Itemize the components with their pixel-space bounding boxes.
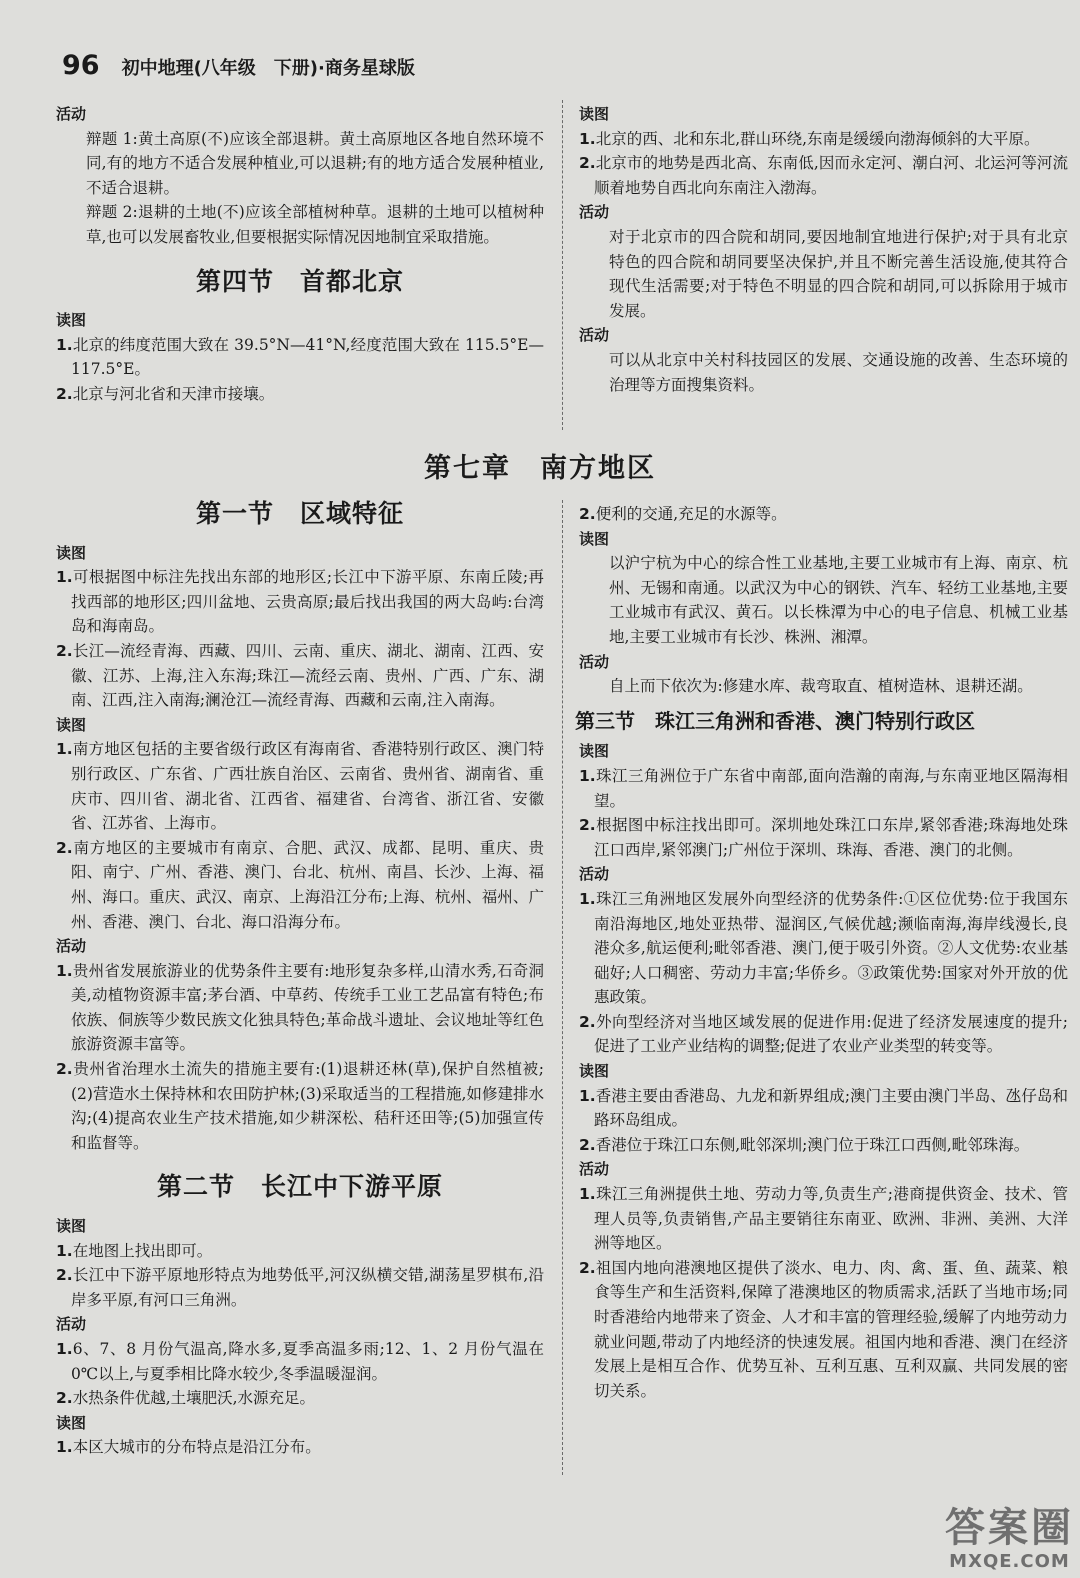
read-map-label: 读图 — [579, 1062, 610, 1081]
list-item: 1.珠江三角洲提供土地、劳动力等,负责生产;港商提供资金、技术、管理人员等,负责销售,产品主要销往东南亚、欧洲、非洲、美洲、大洋洲等地区。 — [579, 1185, 1068, 1253]
list-item: 2.长江中下游平原地形特点为地势低平,河汉纵横交错,湖荡星罗棋布,沿岸多平原,有河口三角洲。 — [56, 1266, 544, 1309]
activity-label: 活动 — [579, 1160, 610, 1179]
activity-paragraph: 可以从北京中关村科技园区的发展、交通设施的改善、生态环境的治理等方面搜集资料。 — [609, 350, 1068, 394]
read-map-label: 读图 — [579, 742, 610, 761]
list-item: 2.香港位于珠江口东侧,毗邻深圳;澳门位于珠江口西侧,毗邻珠海。 — [579, 1135, 1030, 1154]
list-item: 1.北京的西、北和东北,群山环绕,东南是缓缓向渤海倾斜的大平原。 — [579, 129, 1040, 148]
watermark-url: MXQE.COM — [949, 1551, 1070, 1572]
list-item: 2.便利的交通,充足的水源等。 — [579, 505, 787, 523]
watermark — [945, 1505, 1074, 1572]
list-item: 2.水热条件优越,土壤肥沃,水源充足。 — [56, 1389, 316, 1408]
debate-1: 辩题 1:黄土高原(不)应该全部退耕。黄土高原地区各地自然环境不同,有的地方不适合发展种植业,可以退耕;有的地方适合发展种植业,不适合退耕。 — [86, 129, 544, 197]
watermark-logo: 答案圈 — [945, 1505, 1074, 1551]
section-1-title: 第一节 区域特征 — [195, 499, 404, 528]
list-item: 1.在地图上找出即可。 — [56, 1241, 213, 1260]
book-title: 初中地理(八年级 下册)·商务星球版 — [121, 58, 415, 79]
read-map-label: 读图 — [579, 105, 610, 123]
read-map-label: 读图 — [56, 311, 87, 330]
list-item: 1.香港主要由香港岛、九龙和新界组成;澳门主要由澳门半岛、氹仔岛和路环岛组成。 — [579, 1086, 1068, 1130]
list-item: 1.珠江三角洲位于广东省中南部,面向浩瀚的南海,与东南亚地区隔海相望。 — [579, 766, 1068, 810]
top-left-column — [56, 102, 544, 407]
top-right-column — [579, 102, 1068, 397]
list-item: 2.根据图中标注找出即可。深圳地处珠江口东岸,紧邻香港;珠海地处珠江口西岸,紧邻澳门;广州位于深圳、珠海、香港、澳门的北侧。 — [579, 816, 1068, 859]
section-2-title: 第二节 长江中下游平原 — [156, 1172, 443, 1202]
list-item: 2.北京与河北省和天津市接壤。 — [56, 384, 275, 403]
list-item: 1.可根据图中标注先找出东部的地形区;长江中下游平原、东南丘陵;再找西部的地形区;四川盆地、云贵高原;最后找出我国的两大岛屿:台湾岛和海南岛。 — [56, 568, 544, 636]
bottom-left-column — [56, 492, 544, 1460]
list-item: 1.南方地区包括的主要省级行政区有海南省、香港特别行政区、澳门特别行政区、广东省、广西壮族自治区、云南省、贵州省、湖南省、重庆市、四川省、湖北省、江西省、福建省、台湾省、浙江省、安徽省、江苏省、上海市。 — [56, 740, 544, 833]
bottom-right-column — [575, 502, 1068, 1403]
activity-label: 活动 — [579, 865, 610, 884]
list-item: 1.贵州省发展旅游业的优势条件主要有:地形复杂多样,山清水秀,石奇洞美,动植物资源丰富;茅台酒、中草药、传统手工业工艺品富有特色;布依族、侗族等少数民族文化独具特色;革命战斗遗址、会议地址等红色旅游资源丰富等。 — [56, 961, 544, 1054]
section-4-title: 第四节 首都北京 — [195, 266, 404, 296]
read-map-label: 读图 — [56, 1413, 87, 1432]
activity-paragraph: 对于北京市的四合院和胡同,要因地制宜地进行保护;对于具有北京特色的四合院和胡同要坚决保护,并且不断完善生活设施,使其符合现代生活需要;对于特色不明显的四合院和胡同,可以拆除用于城市发展。 — [609, 227, 1068, 320]
read-map-label: 读图 — [579, 529, 610, 548]
activity-label: 活动 — [579, 203, 610, 222]
page-header — [62, 50, 415, 90]
list-item: 2.北京市的地势是西北高、东南低,因而永定河、潮白河、北运河等河流顺着地势自西北向东南注入渤海。 — [579, 154, 1068, 197]
column-divider-top — [562, 100, 563, 430]
activity-label: 活动 — [579, 652, 610, 671]
activity-paragraph: 自上而下依次为:修建水库、裁弯取直、植树造林、退耕还湖。 — [609, 677, 1033, 696]
read-paragraph: 以沪宁杭为中心的综合性工业基地,主要工业城市有上海、南京、杭州、无锡和南通。以武汉为中心的钢铁、汽车、轻纺工业基地,主要工业城市有武汉、黄石。以长株潭为中心的电子信息、机械工业基地,主要工业城市有长沙、株洲、湘潭。 — [609, 554, 1068, 646]
list-item: 2.南方地区的主要城市有南京、合肥、武汉、成都、昆明、重庆、贵阳、南宁、广州、香港、澳门、台北、杭州、南昌、长沙、上海、福州、海口。重庆、武汉、南京、上海沿江分布;上海、杭州、福州、广州、香港、澳门、台北、海口沿海分布。 — [56, 838, 544, 931]
list-item: 1.珠江三角洲地区发展外向型经济的优势条件:①区位优势:位于我国东南沿海地区,地处亚热带、湿润区,气候优越;濒临南海,海岸线漫长,良港众多,航运便利;毗邻香港、澳门,便于吸引外资。②人文优势:农业基础好;人口稠密、劳动力丰富;华侨乡。③政策优势:国家对外开放的优惠政策。 — [579, 889, 1068, 1007]
read-map-label: 读图 — [56, 1217, 87, 1236]
read-map-label: 读图 — [56, 543, 87, 562]
list-item: 2.外向型经济对当地区域发展的促进作用:促进了经济发展速度的提升;促进了工业产业结构的调整;促进了农业产业类型的转变等。 — [579, 1012, 1068, 1056]
section-3-title: 第三节 珠江三角洲和香港、澳门特别行政区 — [575, 708, 975, 733]
list-item: 2.贵州省治理水土流失的措施主要有:(1)退耕还林(草),保护自然植被;(2)营造水土保持林和农田防护林;(3)采取适当的工程措施,如修建排水沟;(4)提高农业生产技术措施,如少耕深松、秸秆还田等;(5)加强宣传和监督等。 — [56, 1060, 544, 1152]
read-map-label: 读图 — [56, 715, 87, 734]
chapter-title: 第七章 南方地区 — [424, 453, 656, 484]
activity-label: 活动 — [56, 937, 87, 956]
page-number: 96 — [62, 50, 100, 81]
activity-label: 活动 — [56, 105, 87, 123]
list-item: 1.6、7、8 月份气温高,降水多,夏季高温多雨;12、1、2 月份气温在 0℃以上,与夏季相比降水较少,冬季温暖湿润。 — [56, 1340, 544, 1383]
activity-label: 活动 — [56, 1315, 87, 1334]
list-item: 2.祖国内地向港澳地区提供了淡水、电力、肉、禽、蛋、鱼、蔬菜、粮食等生产和生活资料,保障了港澳地区的物质需求,活跃了当地市场;同时香港给内地带来了资金、人才和丰富的管理经验,缓解了内地劳动力就业问题,带动了内地经济的快速发展。祖国内地和香港、澳门在经济发展上是相互合作、优势互补、互利互惠、互利双赢、共同发展的密切关系。 — [579, 1258, 1068, 1400]
debate-2: 辩题 2:退耕的土地(不)应该全部植树种草。退耕的土地可以植树种草,也可以发展畜牧业,但要根据实际情况因地制宜采取措施。 — [86, 203, 544, 246]
list-item: 1.北京的纬度范围大致在 39.5°N—41°N,经度范围大致在 115.5°E—117.5°E。 — [56, 335, 544, 379]
activity-label: 活动 — [579, 326, 610, 345]
list-item: 1.本区大城市的分布特点是沿江分布。 — [56, 1438, 321, 1457]
column-divider-bottom — [562, 500, 563, 1475]
list-item: 2.长江—流经青海、西藏、四川、云南、重庆、湖北、湖南、江西、安徽、江苏、上海,注入东海;珠江—流经云南、贵州、广西、广东、湖南、江西,注入南海;澜沧江—流经青海、西藏和云南,注入南海。 — [56, 641, 544, 710]
